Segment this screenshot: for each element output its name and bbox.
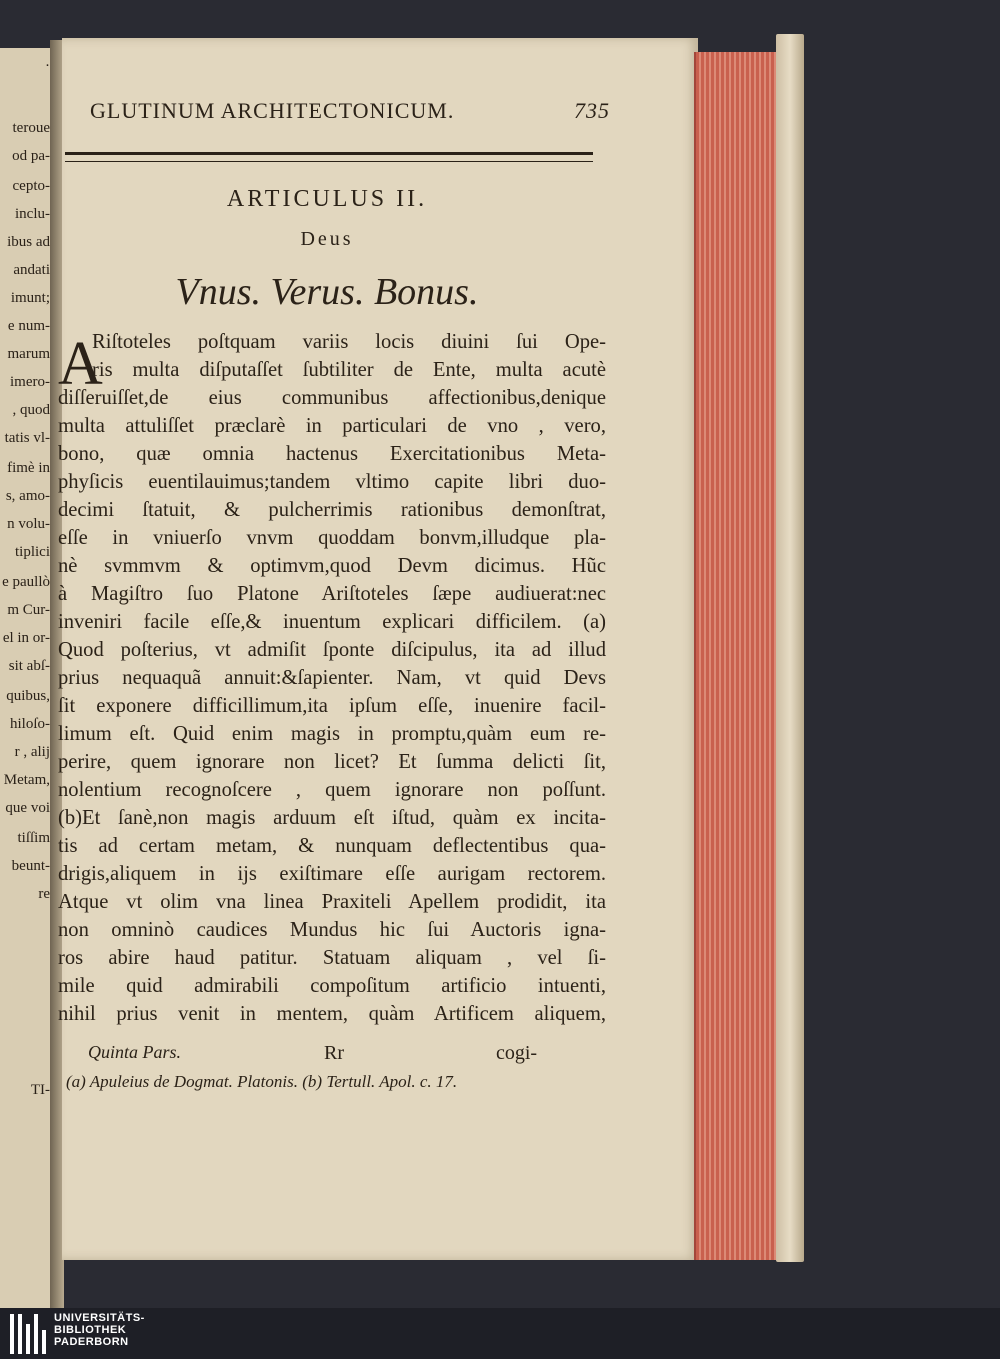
- left-page-text-fragment: TI-: [30, 1082, 50, 1098]
- library-logo-icon: [10, 1314, 46, 1354]
- left-page-text-fragment: imunt;: [10, 290, 50, 306]
- marginal-notes: (a) Apuleius de Dogmat. Platonis. (b) Tertull. Apol. c. 17.: [66, 1072, 458, 1091]
- body-line: decimi ſtatuit, & pulcherrimis rationibus demonſtrat,: [58, 499, 606, 521]
- library-logo-text: [54, 1312, 145, 1348]
- left-page-text-fragment: teroue: [12, 120, 50, 136]
- left-page-text-fragment: quibus,: [6, 688, 50, 704]
- left-page-text-fragment: m Cur-: [7, 602, 50, 618]
- body-line: à Magiſtro ſuo Platone Ariſtoteles ſæpe audiuerat:nec: [58, 583, 606, 605]
- logo-line-1: UNIVERSITÄTS-: [54, 1312, 145, 1324]
- body-line: nè svmmvm & optimvm,quod Devm dicimus. Hũc: [58, 555, 606, 577]
- left-page-text-fragment: tiſſim: [17, 830, 50, 846]
- left-page-text-fragment: sit abſ-: [8, 658, 50, 674]
- left-page-text-fragment: s, amo-: [5, 488, 50, 504]
- body-line: phyſicis euentilauimus;tandem vltimo capite libri duo-: [58, 471, 606, 493]
- body-line: ris multa diſputaſſet ſubtiliter de Ente, multa acutè: [92, 359, 606, 381]
- left-page-text-fragment: que voi: [5, 800, 50, 816]
- body-line: Quod poſterius, vt admiſit ſponte diſcipulus, ita ad illud: [58, 639, 606, 661]
- drop-cap: A: [58, 330, 103, 398]
- left-page-fragment: [0, 48, 54, 1308]
- body-line: mile quid admirabili compoſitum artificio intuenti,: [58, 975, 606, 997]
- red-page-edges: [694, 52, 788, 1260]
- left-page-text-fragment: Metam,: [3, 772, 50, 788]
- left-page-text-fragment: r , alij: [14, 744, 50, 760]
- page-footer: [88, 1042, 568, 1070]
- logo-line-2: BIBLIOTHEK: [54, 1324, 127, 1336]
- body-line: limum eſt. Quid enim magis in promptu,quàm eum re-: [58, 723, 606, 745]
- left-page-text-fragment: inclu-: [15, 206, 50, 222]
- book-cover-edge: [776, 34, 804, 1262]
- body-line: prius nequaquã annuit:&ſapienter. Nam, vt quid Devs: [58, 667, 606, 689]
- left-page-text-fragment: e num-: [7, 318, 50, 334]
- header-title: GLUTINUM ARCHITECTONICUM.: [90, 98, 455, 123]
- body-line: ros abire haud patitur. Statuam aliquam , vel ſi-: [58, 947, 606, 969]
- left-page-text-fragment: andati: [13, 262, 50, 278]
- subject-heading: Deus: [300, 228, 354, 250]
- left-page-text-fragment: od pa-: [12, 148, 50, 164]
- left-page-text-fragment: hiloſo-: [10, 716, 50, 732]
- left-page-text-fragment: n volu-: [7, 516, 50, 532]
- body-line: multa attuliſſet præclarè in particulari de vno , vero,: [58, 415, 606, 437]
- body-line: (b)Et ſanè,non magis arduum eſt iſtud, quàm ex incita-: [58, 807, 606, 829]
- body-line: bono, quæ omnia hactenus Exercitationibus Meta-: [58, 443, 606, 465]
- body-line: Atque vt olim vna linea Praxiteli Apellem prodidit, ita: [58, 891, 606, 913]
- body-text: [58, 328, 606, 1028]
- catchword: cogi-: [496, 1042, 538, 1064]
- left-page-text-fragment: tiplici: [15, 544, 50, 560]
- left-page-text-fragment: beunt-: [11, 858, 50, 874]
- page-number: 735: [574, 98, 610, 123]
- article-heading: ARTICULUS II.: [226, 186, 428, 212]
- body-line: nolentium recognoſcere , quem ignorare non poſſunt.: [58, 779, 606, 801]
- left-page-text-fragment: imero-: [10, 374, 50, 390]
- library-footer-bar: [0, 1308, 1000, 1359]
- body-line: perire, quem ignorare non licet? Et ſumma delicti ſit,: [58, 751, 606, 773]
- body-line: ſit exponere difficillimum,ita ipſum eſſe, inuenire facil-: [58, 695, 606, 717]
- left-page-text-fragment: ·: [45, 58, 50, 74]
- body-line: non omninò caudices Mundus hic ſui Auctoris igna-: [58, 919, 606, 941]
- body-line: diſſeruiſſet,de eius communibus affectionibus,denique: [58, 387, 606, 409]
- body-line: tis ad certam metam, & nunquam deflectentibus qua-: [58, 835, 606, 857]
- left-page-text-fragment: el in or-: [2, 630, 50, 646]
- footer-part: Quinta Pars.: [88, 1042, 182, 1062]
- left-page-text-fragment: ibus ad: [7, 234, 50, 250]
- logo-line-3: PADERBORN: [54, 1336, 129, 1348]
- left-page-text-fragment: tatis vl-: [4, 430, 50, 446]
- left-page-text-fragment: e paullò: [2, 574, 50, 590]
- left-page-text-fragment: cepto-: [12, 178, 50, 194]
- subtitle-heading: Vnus. Verus. Bonus.: [175, 271, 479, 313]
- body-line: Riſtoteles poſtquam variis locis diuini ſui Ope-: [92, 331, 606, 353]
- left-page-text-fragment: re: [38, 886, 50, 902]
- body-line: nihil prius venit in mentem, quàm Artificem aliquem,: [58, 1003, 606, 1025]
- body-line: eſſe in vniuerſo vnvm quoddam bonvm,illudque pla-: [58, 527, 606, 549]
- left-page-text-fragment: , quod: [12, 402, 50, 418]
- body-line: drigis,aliquem in ijs exiſtimare eſſe aurigam rectorem.: [58, 863, 606, 885]
- body-line: inveniri facile eſſe,& inuentum explicari difficilem. (a): [58, 611, 606, 633]
- header-rule: [65, 152, 593, 162]
- left-page-text-fragment: fimè in: [7, 460, 50, 476]
- signature-mark: Rr: [324, 1042, 344, 1064]
- left-page-text-fragment: marum: [7, 346, 50, 362]
